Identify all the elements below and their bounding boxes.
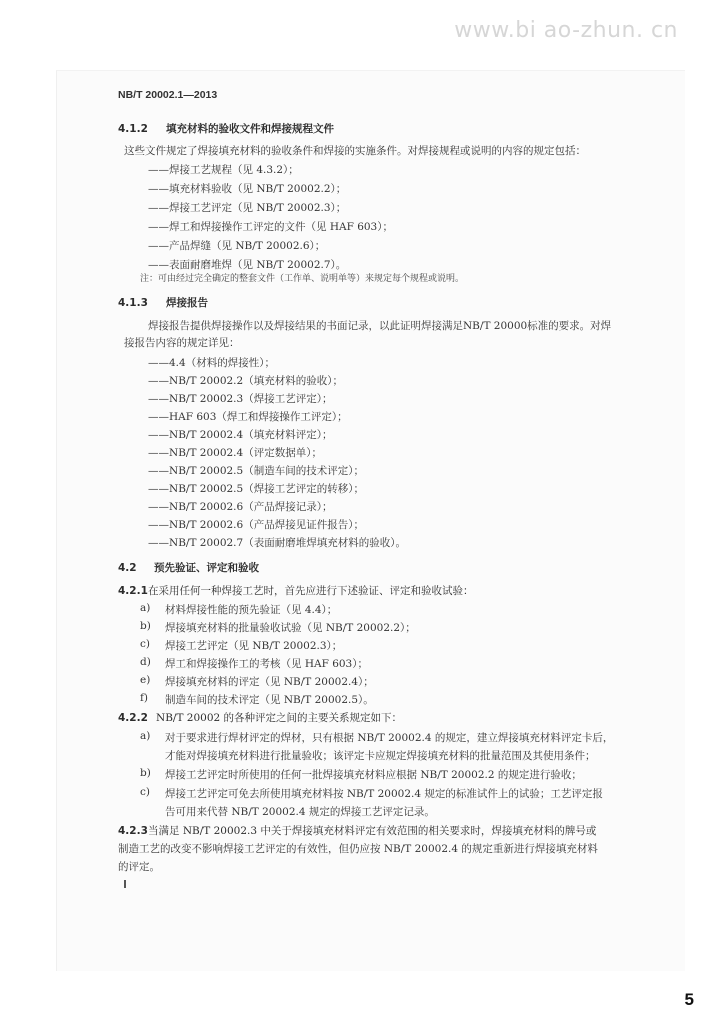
list-item-continued: 才能对焊接填充材料进行批量验收；该评定卡应规定焊接填充材料的批量范围及其使用条件； [165, 750, 596, 762]
clause-4-2-2 [118, 710, 402, 725]
note-text: 注：可由经过完全确定的整套文件（工作单、说明单等）来规定每个规程或说明。 [140, 274, 465, 284]
list-item: ——NB/T 20002.5（焊接工艺评定的转移）； [148, 483, 364, 495]
list-item: ——NB/T 20002.5（制造车间的技术评定）； [148, 465, 364, 477]
clause-4-2-1 [118, 583, 474, 598]
list-item: 对于要求进行焊材评定的焊材，只有根据 NB/T 20002.4 的规定，建立焊接填充材料评定卡后， [165, 732, 614, 744]
paragraph: 焊接报告提供焊接操作以及焊接结果的书面记录，以此证明焊接满足NB/T 20000标准的要求。对焊 [148, 320, 612, 332]
item-label: a) [140, 602, 151, 614]
clause-text: NB/T 20002 的各种评定之间的主要关系规定如下： [156, 712, 403, 724]
clause-number: 4.2.1 [118, 585, 148, 597]
list-item: ——HAF 603（焊工和焊接操作工评定）； [148, 411, 348, 423]
clause-text: 在采用任何一种焊接工艺时，首先应进行下述验证、评定和验收试验： [148, 585, 474, 597]
list-item-continued: 告可用来代替 NB/T 20002.4 规定的焊接工艺评定记录。 [165, 806, 435, 818]
clause-number: 4.2.3 [118, 825, 148, 837]
clause-text: 当满足 NB/T 20002.3 中关于焊接填充材料评定有效范围的相关要求时，焊接填充材料的牌号或 [148, 825, 597, 837]
list-item: 焊接工艺评定可免去所使用填充材料按 NB/T 20002.4 规定的标准试件上的试验；工艺评定报 [165, 788, 603, 800]
list-item: 焊工和焊接操作工的考核（见 HAF 603）； [165, 658, 368, 670]
list-item: 材料焊接性能的预先验证（见 4.4）； [165, 604, 338, 616]
list-item: ——产品焊缝（见 NB/T 20002.6）； [148, 240, 326, 252]
list-item: ——表面耐磨堆焊（见 NB/T 20002.7）。 [148, 259, 347, 271]
list-item: ——NB/T 20002.6（产品焊接记录）； [148, 501, 333, 513]
section-title: 预先验证、评定和验收 [154, 562, 259, 574]
paragraph-continued: 接报告内容的规定详见： [124, 337, 240, 349]
list-item: 焊接填充材料的批量验收试验（见 NB/T 20002.2）； [165, 622, 416, 634]
list-item: ——4.4（材料的焊接性）； [148, 357, 275, 369]
paragraph-continued: 的评定。 [118, 861, 160, 873]
paragraph-continued: 制造工艺的改变不影响焊接工艺评定的有效性，但仍应按 NB/T 20002.4 的规定重新进行焊接填充材料 [118, 843, 598, 855]
section-number: 4.2 [118, 562, 137, 574]
section-heading-4-1-3 [118, 295, 208, 310]
section-number: 4.1.3 [118, 297, 148, 309]
list-item: ——NB/T 20002.2（填充材料的验收）； [148, 375, 343, 387]
paragraph: 这些文件规定了焊接填充材料的验收条件和焊接的实施条件。对焊接规程或说明的内容的规定包括： [124, 145, 586, 157]
section-heading-4-2 [118, 560, 259, 575]
scan-mark [124, 880, 126, 888]
page-number: 5 [684, 990, 694, 1009]
list-item: ——NB/T 20002.3（焊接工艺评定）； [148, 393, 333, 405]
clause-number: 4.2.2 [118, 712, 148, 724]
item-label: c) [140, 638, 150, 650]
list-item: 制造车间的技术评定（见 NB/T 20002.5）。 [165, 694, 374, 706]
list-item: ——NB/T 20002.6（产品焊接见证件报告）； [148, 519, 364, 531]
section-heading-4-1-2 [118, 121, 334, 136]
list-item: ——NB/T 20002.4（填充材料评定）； [148, 429, 333, 441]
section-number: 4.1.2 [118, 123, 148, 135]
item-label: b) [140, 767, 151, 779]
item-label: d) [140, 656, 151, 668]
clause-4-2-3 [118, 823, 596, 838]
list-item: ——焊工和焊接操作工评定的文件（见 HAF 603）； [148, 221, 393, 233]
item-label: b) [140, 620, 151, 632]
list-item: 焊接填充材料的评定（见 NB/T 20002.4）； [165, 676, 374, 688]
list-item: ——NB/T 20002.7（表面耐磨堆焊填充材料的验收）。 [148, 537, 406, 549]
watermark-text: www.bi ao-zhun. cn [454, 18, 678, 43]
item-label: a) [140, 730, 151, 742]
item-label: e) [140, 674, 151, 686]
item-label: f) [140, 692, 148, 704]
list-item: ——NB/T 20002.4（评定数据单）； [148, 447, 322, 459]
section-title: 填充材料的验收文件和焊接规程文件 [166, 123, 334, 135]
item-label: c) [140, 786, 150, 798]
list-item: ——焊接工艺规程（见 4.3.2）； [148, 164, 299, 176]
list-item: 焊接工艺评定（见 NB/T 20002.3）； [165, 640, 343, 652]
document-code: NB/T 20002.1—2013 [118, 89, 218, 101]
section-title: 焊接报告 [166, 297, 208, 309]
list-item: ——焊接工艺评定（见 NB/T 20002.3）； [148, 202, 347, 214]
list-item: 焊接工艺评定时所使用的任何一批焊接填充材料应根据 NB/T 20002.2 的规定进行验收； [165, 769, 582, 781]
list-item: ——填充材料验收（见 NB/T 20002.2）； [148, 183, 347, 195]
